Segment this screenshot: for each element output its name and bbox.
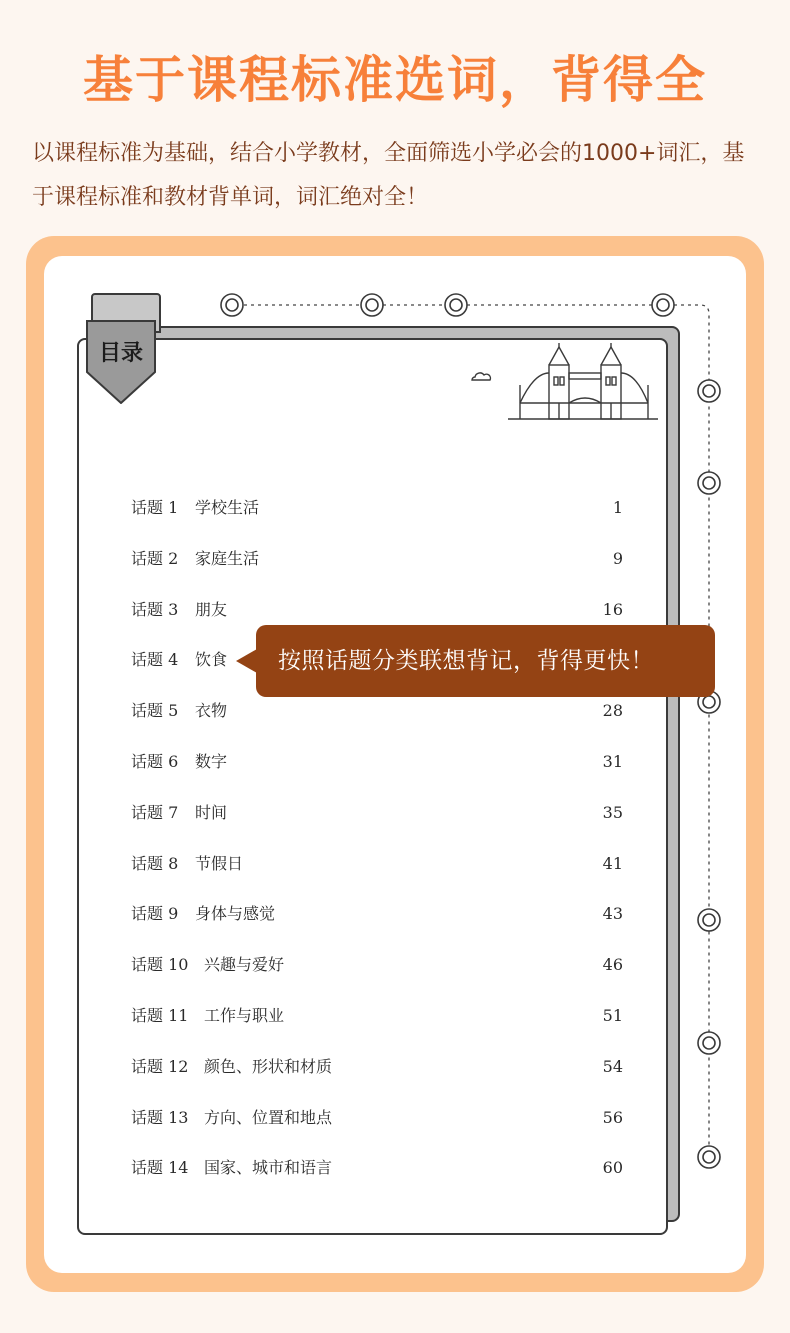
toc-page-number: 51: [602, 1005, 623, 1025]
toc-topic-title: 数字: [195, 751, 228, 771]
toc-page-number: 31: [602, 751, 623, 771]
toc-row: [131, 846, 623, 897]
headline: 基于课程标准选词，背得全: [83, 51, 707, 109]
toc-page-number: 60: [602, 1158, 623, 1178]
toc-row: [131, 795, 623, 846]
toc-row: [131, 693, 623, 744]
toc-row: [131, 998, 623, 1049]
toc-row: [131, 541, 623, 592]
toc-page-number: 1: [612, 498, 623, 517]
toc-page-number: 43: [602, 904, 623, 924]
toc-topic-title: 时间: [195, 802, 228, 822]
toc-topic-number: 话题 4: [131, 650, 179, 670]
toc-topic-title: 衣物: [195, 701, 228, 721]
toc-page-number: 41: [602, 853, 623, 873]
toc-topic-number: 话题 14: [131, 1158, 189, 1178]
toc-topic-number: 话题 12: [131, 1056, 189, 1076]
toc-topic-number: 话题 10: [131, 955, 189, 975]
toc-row: [131, 1150, 623, 1201]
toc-topic-number: 话题 7: [131, 802, 179, 822]
toc-row: [131, 896, 623, 947]
toc-topic-number: 话题 6: [131, 751, 179, 771]
toc-page-number: 16: [602, 599, 623, 619]
toc-topic-number: 话题 1: [131, 498, 179, 517]
toc-topic-title: 朋友: [195, 599, 228, 619]
toc-topic-title: 方向、位置和地点: [204, 1107, 333, 1127]
toc-page-number: 35: [602, 802, 623, 822]
toc-topic-number: 话题 13: [131, 1107, 189, 1127]
toc-topic-title: 身体与感觉: [195, 904, 276, 924]
toc-page-number: 46: [602, 955, 623, 975]
toc-topic-title: 颜色、形状和材质: [204, 1056, 333, 1076]
toc-topic-number: 话题 3: [131, 599, 179, 619]
toc-row: [131, 744, 623, 795]
tower-bridge-illustration: [468, 343, 660, 425]
toc-page-number: 9: [612, 548, 623, 568]
toc-topic-number: 话题 5: [131, 701, 179, 721]
toc-topic-number: 话题 2: [131, 548, 179, 568]
table-of-contents: [131, 490, 623, 1201]
bookmark-label: 目录: [98, 341, 143, 366]
intro-text: 以课程标准为基础，结合小学教材，全面筛选小学必会的1000+词汇，基于课程标准和教材背单词，词汇绝对全！: [32, 141, 745, 210]
toc-row: [131, 1049, 623, 1100]
toc-topic-title: 饮食: [195, 650, 228, 670]
toc-topic-title: 家庭生活: [195, 548, 260, 568]
toc-row: [131, 1100, 623, 1151]
toc-topic-title: 学校生活: [195, 498, 260, 517]
toc-page-number: 28: [602, 701, 623, 721]
toc-row: [131, 947, 623, 998]
cloud-icon: [472, 373, 490, 380]
toc-topic-number: 话题 9: [131, 904, 179, 924]
callout-arrow: [236, 649, 257, 673]
toc-page-number: 54: [602, 1056, 623, 1076]
callout-banner: 按照话题分类联想背记，背得更快！: [256, 625, 715, 697]
toc-topic-title: 节假日: [195, 853, 244, 873]
toc-page-number: 56: [602, 1107, 623, 1127]
toc-topic-title: 工作与职业: [204, 1005, 285, 1025]
toc-topic-number: 话题 11: [131, 1005, 189, 1025]
toc-topic-title: 兴趣与爱好: [204, 955, 285, 975]
toc-topic-number: 话题 8: [131, 853, 179, 873]
toc-row: [131, 490, 623, 541]
toc-topic-title: 国家、城市和语言: [204, 1158, 333, 1178]
